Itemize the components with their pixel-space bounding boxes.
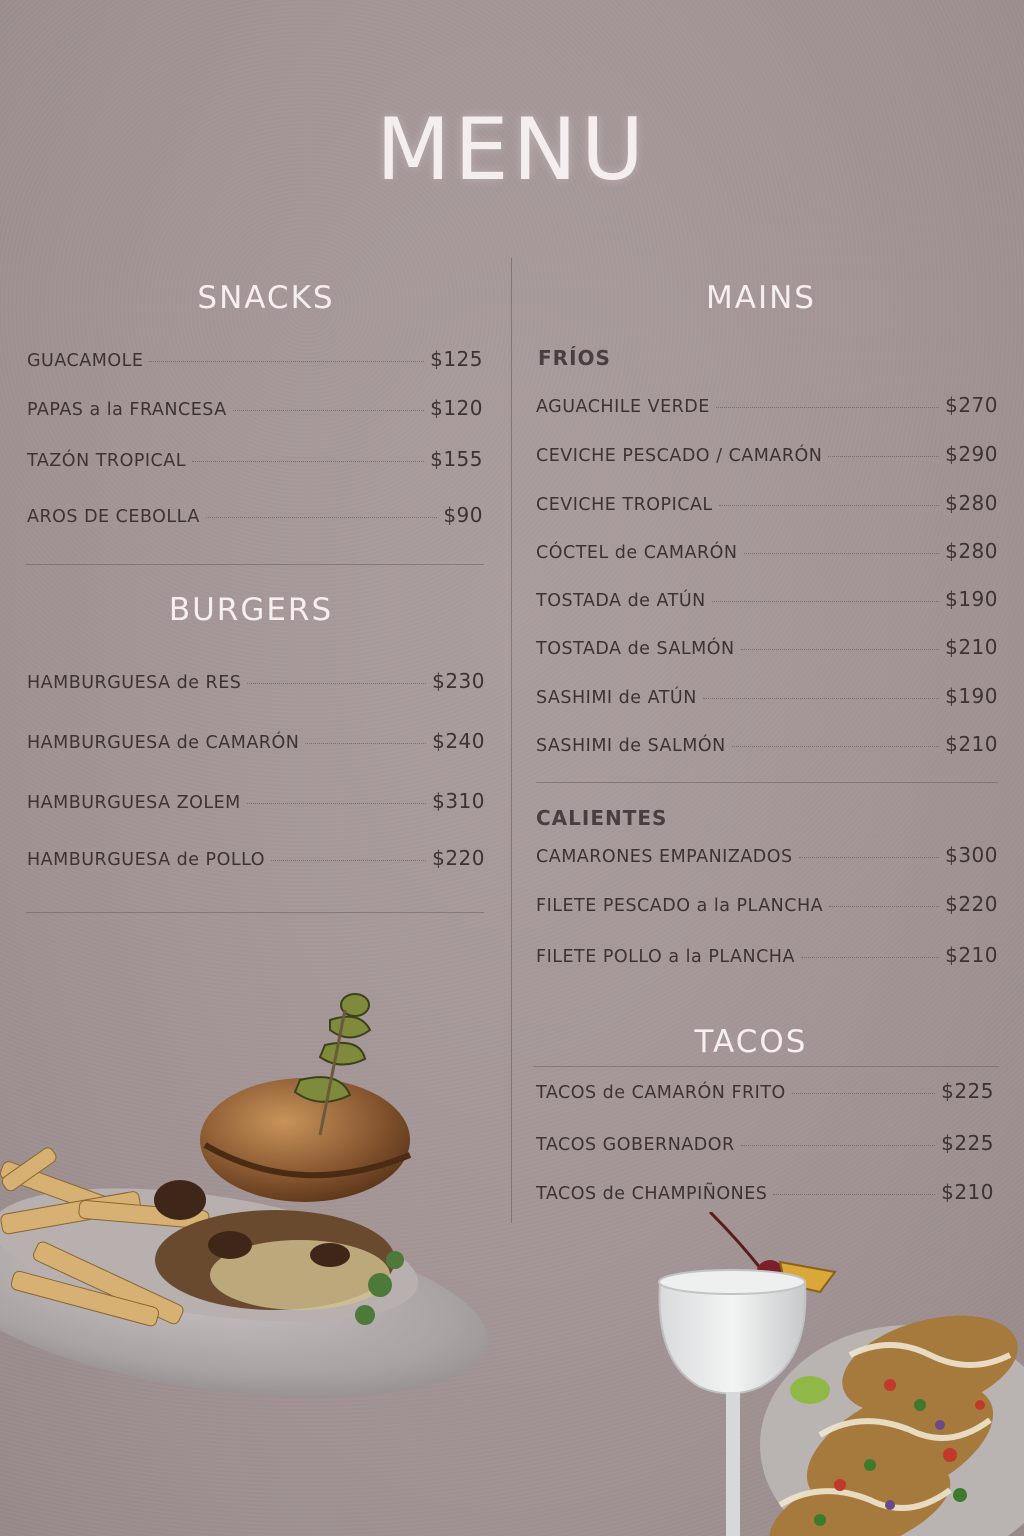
dot-leader	[732, 746, 939, 747]
menu-item-name: TAZÓN TROPICAL	[27, 451, 186, 471]
menu-item-name: HAMBURGUESA de CAMARÓN	[27, 733, 300, 753]
page-title: MENU	[376, 100, 648, 200]
menu-item-name: CEVICHE PESCADO / CAMARÓN	[536, 446, 823, 466]
menu-item-name: TACOS de CHAMPIÑONES	[536, 1184, 768, 1204]
dot-leader	[741, 1145, 935, 1146]
menu-item	[27, 347, 483, 371]
menu-item-name: TACOS de CAMARÓN FRITO	[536, 1083, 786, 1103]
burgers-heading: BURGERS	[168, 592, 334, 628]
menu-item-name: SASHIMI de SALMÓN	[536, 736, 726, 756]
snacks-heading: SNACKS	[197, 280, 335, 316]
menu-item-name: SASHIMI de ATÚN	[536, 688, 697, 708]
menu-item-name: GUACAMOLE	[27, 351, 144, 371]
dot-leader	[192, 461, 424, 462]
menu-item	[536, 587, 998, 611]
mains-heading: MAINS	[706, 280, 816, 316]
menu-item	[536, 539, 998, 563]
menu-item-price: $190	[945, 684, 998, 708]
menu-item	[536, 684, 998, 708]
menu-item-name: CEVICHE TROPICAL	[536, 495, 713, 515]
menu-item-price: $210	[945, 635, 998, 659]
menu-item-price: $125	[430, 347, 483, 371]
menu-item-price: $210	[945, 943, 998, 967]
dot-leader	[703, 698, 939, 699]
menu-item	[536, 732, 998, 756]
menu-item-price: $280	[945, 491, 998, 515]
dot-leader	[271, 860, 426, 861]
dot-leader	[305, 743, 426, 744]
snacks-divider	[26, 564, 484, 565]
menu-item-name: CAMARONES EMPANIZADOS	[536, 847, 793, 867]
dot-leader	[719, 505, 939, 506]
dot-leader	[712, 601, 939, 602]
menu-item-price: $220	[432, 846, 485, 870]
menu-item-price: $240	[432, 729, 485, 753]
dot-leader	[829, 906, 939, 907]
menu-item-name: AROS DE CEBOLLA	[27, 507, 200, 527]
menu-item-price: $225	[941, 1079, 994, 1103]
burger-plate-image	[0, 985, 490, 1415]
menu-item-price: $300	[945, 843, 998, 867]
menu-item-price: $225	[941, 1131, 994, 1155]
menu-item-name: TOSTADA de SALMÓN	[536, 639, 735, 659]
menu-item	[27, 396, 483, 420]
menu-item-name: HAMBURGUESA de RES	[27, 673, 242, 693]
menu-item-price: $155	[430, 447, 483, 471]
dot-leader	[773, 1194, 935, 1195]
menu-item	[27, 846, 485, 870]
menu-item	[536, 892, 998, 916]
menu-item	[536, 1131, 994, 1155]
dot-leader	[247, 683, 426, 684]
dot-leader	[247, 803, 426, 804]
dot-leader	[716, 407, 939, 408]
tacos-heading: TACOS	[694, 1024, 808, 1060]
dot-leader	[799, 857, 939, 858]
frios-heading: FRÍOS	[538, 346, 611, 370]
tacos-plate-image	[740, 1295, 1024, 1536]
menu-item-name: TOSTADA de ATÚN	[536, 591, 706, 611]
menu-item	[536, 843, 998, 867]
menu-item-price: $280	[945, 539, 998, 563]
menu-item	[27, 789, 485, 813]
menu-item	[536, 943, 998, 967]
menu-item-name: PAPAS a la FRANCESA	[27, 400, 227, 420]
dot-leader	[233, 410, 424, 411]
menu-item-name: AGUACHILE VERDE	[536, 397, 710, 417]
dot-leader	[206, 517, 438, 518]
menu-item	[536, 491, 998, 515]
menu-item-price: $90	[443, 503, 483, 527]
menu-item-name: HAMBURGUESA ZOLEM	[27, 793, 241, 813]
calientes-heading: CALIENTES	[536, 806, 668, 830]
menu-item	[27, 447, 483, 471]
menu-item-name: HAMBURGUESA de POLLO	[27, 850, 266, 870]
menu-item	[536, 442, 998, 466]
menu-item-price: $190	[945, 587, 998, 611]
menu-item	[27, 503, 483, 527]
dot-leader	[801, 957, 939, 958]
menu-item-price: $210	[945, 732, 998, 756]
menu-item-price: $270	[945, 393, 998, 417]
menu-item	[536, 635, 998, 659]
menu-item	[27, 729, 485, 753]
column-divider	[511, 258, 512, 1223]
menu-item	[27, 669, 485, 693]
menu-item	[536, 393, 998, 417]
burgers-divider	[26, 912, 484, 913]
menu-item-price: $220	[945, 892, 998, 916]
menu-item-price: $290	[945, 442, 998, 466]
dot-leader	[744, 553, 940, 554]
menu-item-name: FILETE POLLO a la PLANCHA	[536, 947, 795, 967]
tacos-divider	[533, 1066, 999, 1067]
menu-item-name: TACOS GOBERNADOR	[536, 1135, 735, 1155]
menu-item	[536, 1180, 994, 1204]
menu-item-price: $230	[432, 669, 485, 693]
dot-leader	[792, 1093, 935, 1094]
menu-item-name: CÓCTEL de CAMARÓN	[536, 543, 738, 563]
menu-item-price: $210	[941, 1180, 994, 1204]
menu-item-price: $310	[432, 789, 485, 813]
menu-item-name: FILETE PESCADO a la PLANCHA	[536, 896, 824, 916]
dot-leader	[149, 361, 424, 362]
menu-item-price: $120	[430, 396, 483, 420]
dot-leader	[741, 649, 939, 650]
dot-leader	[828, 456, 939, 457]
frios-divider	[536, 782, 998, 783]
menu-item	[536, 1079, 994, 1103]
